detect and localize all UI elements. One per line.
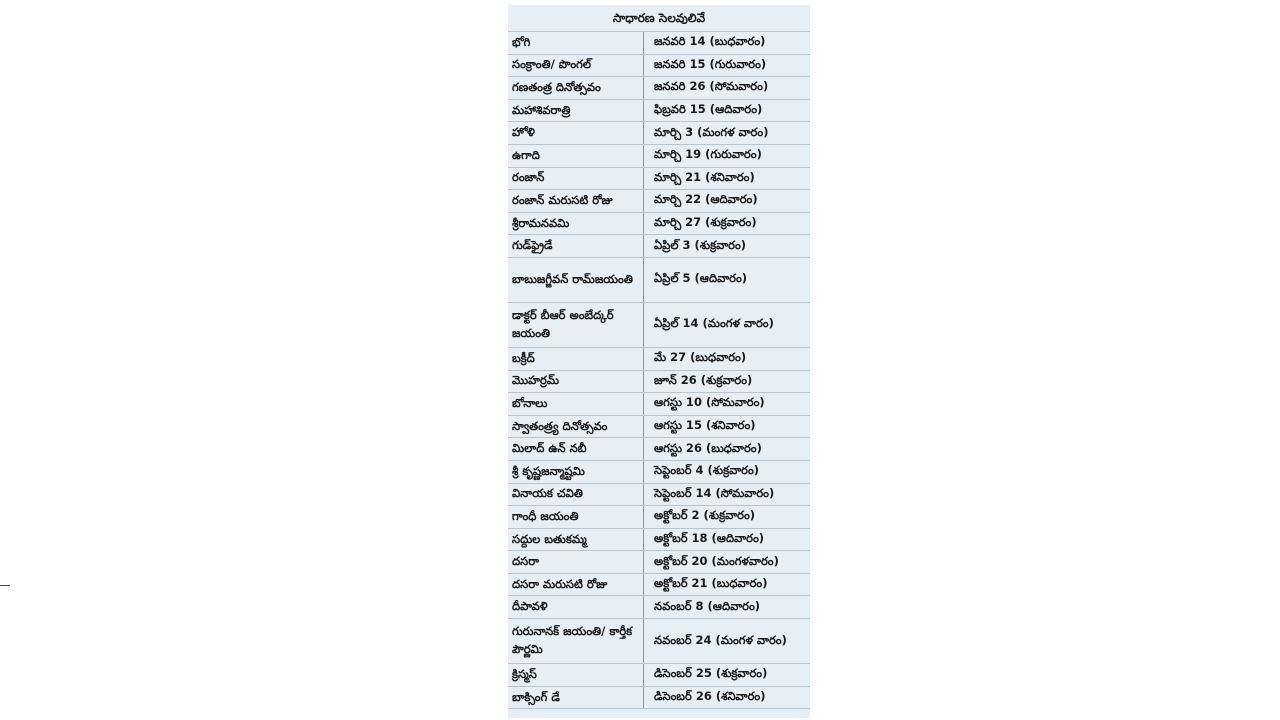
table-row [508, 551, 810, 574]
holiday-name: బాక్సింగ్ డే [508, 687, 644, 709]
holiday-date: ఏప్రిల్ 14 (మంగళ వారం) [654, 316, 774, 331]
holiday-date: జనవరి 14 (బుధవారం) [654, 34, 766, 49]
table-row [508, 122, 810, 145]
holiday-name: మొహర్రమ్ [508, 371, 644, 393]
holiday-name: మహాశివరాత్రి [508, 100, 644, 122]
table-row [508, 393, 810, 416]
holiday-date: మార్చి 22 (ఆదివారం) [654, 192, 758, 207]
holiday-name: స్వాతంత్ర్య దినోత్సవం [508, 416, 644, 438]
holiday-table [508, 5, 810, 718]
table-row [508, 235, 810, 258]
table-row [508, 145, 810, 168]
holiday-name: ఉగాది [508, 145, 644, 167]
holiday-name: సంక్రాంతి/ పొంగల్ [508, 55, 644, 77]
edge-mark [0, 585, 10, 586]
holiday-name: భోగి [508, 32, 644, 54]
holiday-date: జూన్ 26 (శుక్రవారం) [654, 372, 753, 387]
table-row [508, 190, 810, 213]
holiday-name: సద్దుల బతుకమ్మ [508, 529, 644, 551]
holiday-name: గురునానక్ జయంతి/ కార్తీక పౌర్ణమి [508, 619, 644, 663]
table-row [508, 506, 810, 529]
table-row [508, 55, 810, 78]
holiday-date: ఏప్రిల్ 3 (శుక్రవారం) [654, 237, 747, 252]
holiday-name: దసరా మరుసటి రోజు [508, 574, 644, 596]
holiday-name: గుడ్‌ఫ్రైడే [508, 235, 644, 257]
table-row [508, 461, 810, 484]
holiday-date: డిసెంబర్ 25 (శుక్రవారం) [654, 666, 768, 681]
holiday-date: అక్టోబర్ 2 (శుక్రవారం) [654, 508, 756, 523]
holiday-date: మార్చి 19 (గురువారం) [654, 147, 762, 162]
holiday-name: హోళి [508, 122, 644, 144]
holiday-date: మార్చి 3 (మంగళ వారం) [654, 124, 769, 139]
holiday-date: మార్చి 27 (శుక్రవారం) [654, 215, 757, 230]
holiday-date: ఆగస్టు 26 (బుధవారం) [654, 440, 762, 455]
holiday-name: రంజాన్ మరుసటి రోజు [508, 190, 644, 212]
table-row [508, 687, 810, 710]
holiday-date: ఫిబ్రవరి 15 (ఆదివారం) [654, 102, 763, 117]
holiday-name: క్రిస్మస్ [508, 664, 644, 686]
holiday-name: గణతంత్ర దినోత్సవం [508, 77, 644, 99]
table-row [508, 416, 810, 439]
table-row [508, 596, 810, 619]
holiday-date: అక్టోబర్ 21 (బుధవారం) [654, 576, 768, 591]
holiday-date: మే 27 (బుధవారం) [654, 350, 747, 365]
table-row [508, 77, 810, 100]
holiday-name: శ్రీ కృష్ణజన్మాష్టమి [508, 461, 644, 483]
table-title: సాధారణ సెలవులివే [508, 5, 810, 32]
holiday-date: నవంబర్ 8 (ఆదివారం) [654, 598, 761, 613]
table-row [508, 371, 810, 394]
table-row [508, 438, 810, 461]
holiday-date: నవంబర్ 24 (మంగళ వారం) [654, 632, 787, 647]
table-row [508, 100, 810, 123]
holiday-name: మిలాద్ ఉన్ నబీ [508, 438, 644, 460]
table-row [508, 213, 810, 236]
table-row [508, 664, 810, 687]
holiday-date: డిసెంబర్ 26 (శనివారం) [654, 688, 766, 703]
table-row [508, 258, 810, 303]
table-row [508, 529, 810, 552]
holiday-date: అక్టోబర్ 18 (ఆదివారం) [654, 530, 765, 545]
table-row [508, 32, 810, 55]
holiday-name: రంజాన్ [508, 168, 644, 190]
table-row [508, 168, 810, 191]
holiday-name: శ్రీరామనవమి [508, 213, 644, 235]
holiday-name: బక్రీద్ [508, 348, 644, 370]
table-row [508, 619, 810, 664]
table-row [508, 348, 810, 371]
holiday-date: ఏప్రిల్ 5 (ఆదివారం) [654, 271, 748, 286]
table-row [508, 303, 810, 348]
holiday-date: ఆగస్టు 10 (సోమవారం) [654, 395, 765, 410]
holiday-date: జనవరి 15 (గురువారం) [654, 56, 767, 71]
holiday-name: డాక్టర్ బీఆర్ అంబేద్కర్ జయంతి [508, 303, 644, 347]
holiday-date: సెప్టెంబర్ 4 (శుక్రవారం) [654, 463, 760, 478]
holiday-date: జనవరి 26 (సోమవారం) [654, 79, 769, 94]
holiday-name: వినాయక చవితి [508, 484, 644, 506]
holiday-name: దీపావళి [508, 596, 644, 618]
holiday-name: బాబుజగ్జీవన్ రామ్‌జయంతి [508, 258, 644, 302]
holiday-name: బోనాలు [508, 393, 644, 415]
holiday-date: అక్టోబర్ 20 (మంగళవారం) [654, 553, 779, 568]
table-row [508, 574, 810, 597]
holiday-date: సెప్టెంబర్ 14 (సోమవారం) [654, 485, 775, 500]
table-body [508, 32, 810, 709]
holiday-date: ఆగస్టు 15 (శనివారం) [654, 418, 756, 433]
holiday-name: గాంధీ జయంతి [508, 506, 644, 528]
table-row [508, 484, 810, 507]
holiday-date: మార్చి 21 (శనివారం) [654, 169, 755, 184]
holiday-name: దసరా [508, 551, 644, 573]
